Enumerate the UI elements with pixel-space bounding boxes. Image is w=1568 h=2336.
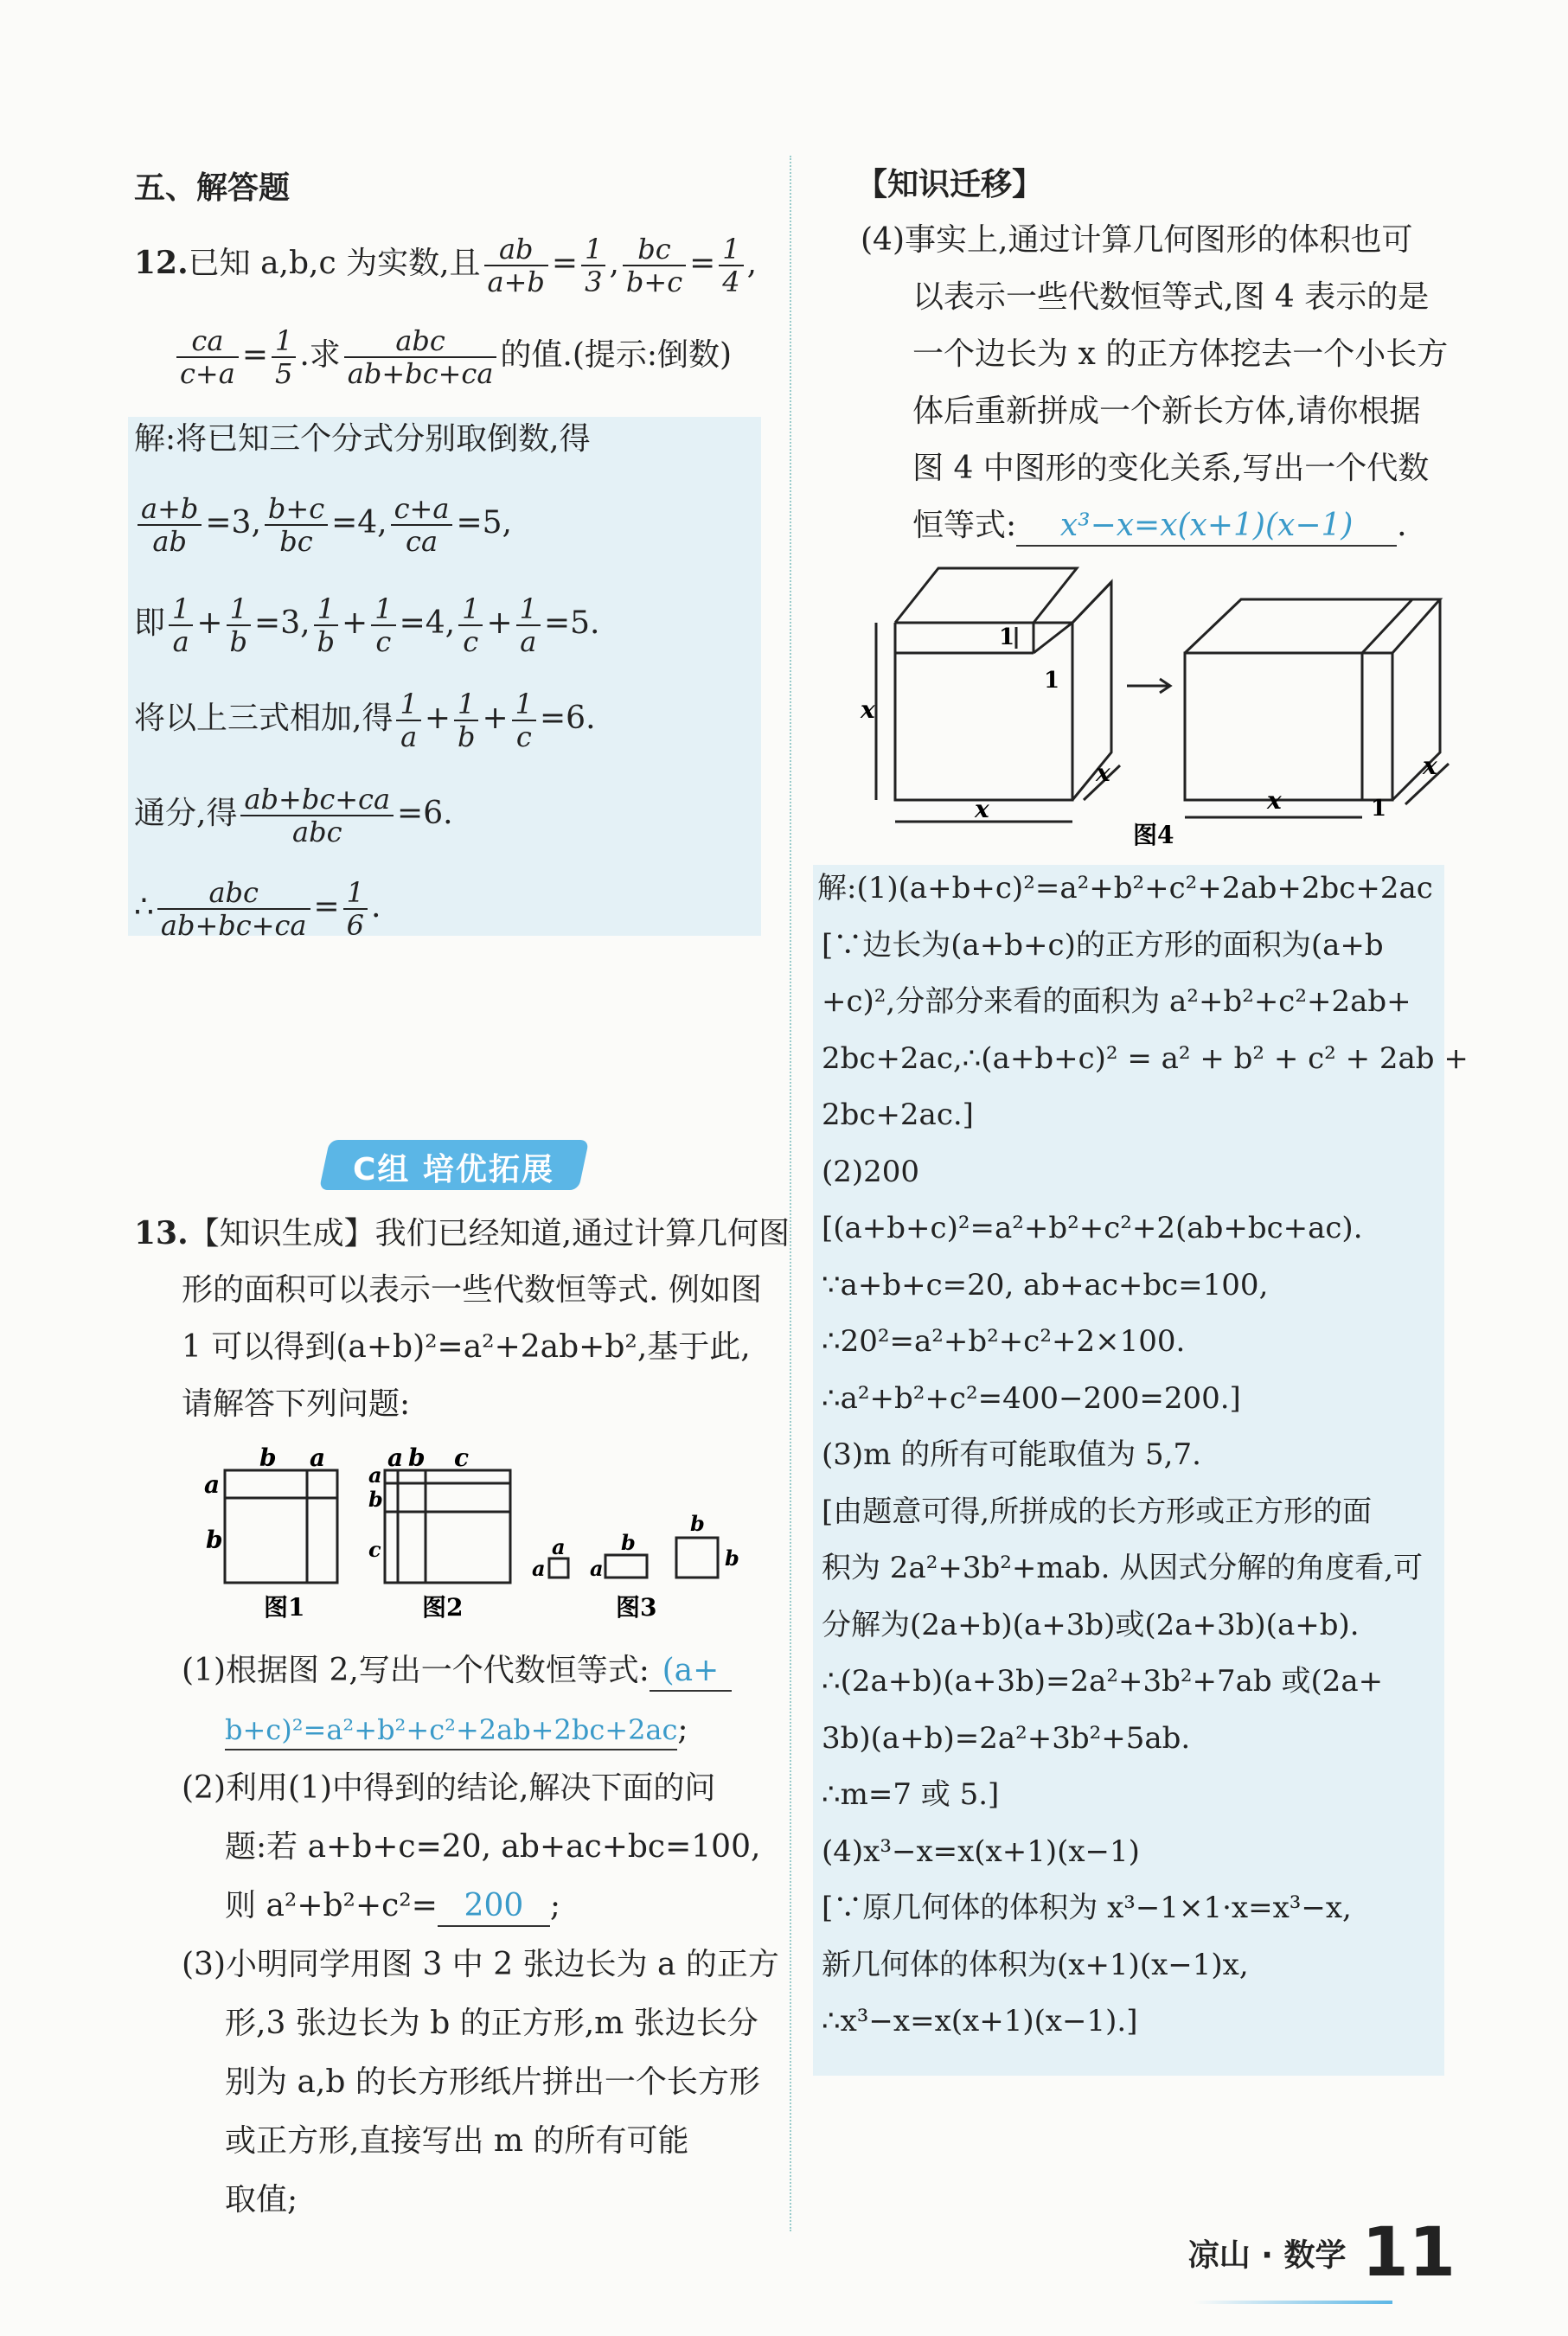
solution-line: [∵边长为(a+b+c)的正方形的面积为(a+b bbox=[822, 927, 1384, 963]
fraction: $\frac{\text{abc}}{ab+bc+ca}$ bbox=[344, 325, 497, 389]
svg-text:a: a bbox=[552, 1534, 566, 1559]
fig2-caption: 图2 bbox=[422, 1593, 464, 1622]
page-footer bbox=[1188, 2214, 1456, 2292]
figure-4 bbox=[852, 558, 1457, 852]
fig1-caption: 图1 bbox=[264, 1593, 305, 1622]
solution-line: +c)²,分部分来看的面积为 a²+b²+c²+2ab+ bbox=[822, 984, 1411, 1019]
svg-text:a: a bbox=[368, 1462, 382, 1488]
q13-part4-line6: 恒等式: x³−x=x(x+1)(x−1) . bbox=[912, 507, 1407, 547]
q13-part4-line2: 以表示一些代数恒等式,图 4 表示的是 bbox=[912, 279, 1430, 315]
solution-line: 3b)(a+b)=2a²+3b²+5ab. bbox=[822, 1720, 1191, 1756]
solution-line: (4)x³−x=x(x+1)(x−1) bbox=[822, 1834, 1140, 1869]
svg-text:b: b bbox=[621, 1530, 636, 1555]
transfer-heading: 【知识迁移】 bbox=[856, 167, 1044, 202]
svg-text:x: x bbox=[975, 795, 989, 823]
solution-line: ∴x³−x=x(x+1)(x−1).] bbox=[822, 2004, 1138, 2038]
section-heading: 五、解答题 bbox=[134, 170, 291, 206]
svg-text:1: 1 bbox=[1371, 796, 1387, 822]
solution-line: 积为 2a²+3b²+mab. 从因式分解的角度看,可 bbox=[822, 1551, 1424, 1585]
q13-line3: 1 可以得到(a+b)²=a²+2ab+b²,基于此, bbox=[182, 1329, 751, 1365]
figures-1-3 bbox=[199, 1444, 770, 1626]
solution-line: [∵原几何体的体积为 x³−1×1·x=x³−x, bbox=[822, 1891, 1352, 1925]
fraction: $\frac{ca}{c+a}$ bbox=[176, 325, 239, 389]
fraction: $\frac{bc}{b+c}$ bbox=[623, 234, 686, 298]
solution-line: 新几何体的体积为(x+1)(x−1)x, bbox=[822, 1947, 1249, 1982]
q13-part4-line1: (4)事实上,通过计算几何图形的体积也可 bbox=[861, 222, 1413, 258]
svg-text:a: a bbox=[310, 1444, 326, 1472]
q13-part1-answer-b: b+c)²=a²+b²+c²+2ab+2bc+2ac bbox=[225, 1711, 677, 1750]
svg-text:x: x bbox=[1423, 752, 1437, 780]
column-divider bbox=[790, 156, 791, 2231]
q12-step-tongfen: 通分,得 $\frac{ab+bc+ca}{\text{abc}}$ =6. bbox=[134, 783, 453, 848]
group-c-banner: C组 培优拓展 bbox=[319, 1140, 589, 1190]
svg-text:a: a bbox=[590, 1556, 604, 1581]
figure-1 bbox=[225, 1470, 337, 1583]
q13-part2-answer: 200 bbox=[438, 1887, 550, 1927]
q13-line4: 请解答下列问题: bbox=[182, 1386, 411, 1422]
svg-text:b: b bbox=[259, 1444, 277, 1472]
page-number: 11 bbox=[1361, 2214, 1456, 2292]
solution-line: ∵a+b+c=20, ab+ac+bc=100, bbox=[822, 1267, 1269, 1302]
q12-stem: 已知 a,b,c 为实数,且 bbox=[188, 246, 481, 281]
solution-line: 分解为(2a+b)(a+3b)或(2a+3b)(a+b). bbox=[822, 1607, 1360, 1642]
q12-line2: $\frac{ca}{c+a}$ = $\frac{1}{5}$ .求 $\frac{\text{abc}}{ab+bc+ca}$ 的值.(提示:倒数) bbox=[173, 325, 732, 389]
solution-line: (2)200 bbox=[822, 1154, 920, 1189]
svg-text:b: b bbox=[206, 1526, 223, 1554]
q12-conclusion: ∴ $\frac{\text{abc}}{ab+bc+ca}$ = $\frac{1}{6}$ . bbox=[134, 876, 381, 942]
q13-part2-line2: 题:若 a+b+c=20, ab+ac+bc=100, bbox=[225, 1829, 761, 1865]
q13-part4-answer: x³−x=x(x+1)(x−1) bbox=[1016, 507, 1397, 547]
svg-text:a: a bbox=[204, 1470, 221, 1499]
q13-part1-answer-a: (a+ bbox=[650, 1652, 732, 1692]
q13-line2: 形的面积可以表示一些代数恒等式. 例如图 bbox=[182, 1272, 762, 1308]
svg-text:x: x bbox=[1267, 786, 1282, 815]
figure-2 bbox=[385, 1470, 510, 1583]
solution-line: 2bc+2ac.] bbox=[822, 1098, 974, 1132]
footer-accent-line bbox=[1194, 2301, 1392, 2304]
subject-label: 凉山 · 数学 bbox=[1187, 2237, 1347, 2274]
q13-part1: (1)根据图 2,写出一个代数恒等式: (a+ bbox=[182, 1652, 732, 1692]
svg-text:a: a bbox=[387, 1444, 404, 1472]
svg-text:c: c bbox=[454, 1444, 470, 1472]
svg-text:b: b bbox=[368, 1487, 383, 1512]
q12-solution-intro: 解:将已知三个分式分别取倒数,得 bbox=[134, 421, 591, 457]
svg-text:1: 1 bbox=[999, 624, 1015, 650]
solution-line: [由题意可得,所拼成的长方形或正方形的面 bbox=[822, 1494, 1373, 1529]
solution-line: ∴(2a+b)(a+3b)=2a²+3b²+7ab 或(2a+ bbox=[822, 1664, 1384, 1699]
solution-line: 解:(1)(a+b+c)²=a²+b²+c²+2ab+2bc+2ac bbox=[817, 871, 1433, 906]
solution-line: ∴m=7 或 5.] bbox=[822, 1777, 1000, 1812]
q12-line1: 12.已知 a,b,c 为实数,且 $\frac{ab}{a+b}$ = $\frac{1}{3}$ , $\frac{bc}{b+c}$ = $\frac{1}{4}$ , bbox=[134, 233, 758, 298]
q13-part3-line3: 别为 a,b 的长方形纸片拼出一个长方形 bbox=[225, 2064, 760, 2100]
q12-number: 12. bbox=[134, 245, 189, 281]
q12-step-reciprocals: $\frac{a+b}{ab}$ =3, $\frac{b+c}{bc}$ =4, $\frac{c+a}{ca}$ =5, bbox=[134, 493, 512, 557]
fraction: $\frac{ab}{a+b}$ bbox=[484, 234, 548, 298]
fraction: $\frac{1}{3}$ bbox=[581, 234, 605, 298]
fig4-caption: 图4 bbox=[1133, 821, 1174, 849]
svg-text:b: b bbox=[690, 1511, 705, 1536]
q13-line1: 13.【知识生成】我们已经知道,通过计算几何图 bbox=[134, 1215, 790, 1251]
q13-part3-line5: 取值; bbox=[225, 2182, 298, 2218]
q13-part2-line1: (2)利用(1)中得到的结论,解决下面的问 bbox=[182, 1770, 716, 1806]
solution-line: (3)m 的所有可能取值为 5,7. bbox=[822, 1437, 1201, 1472]
q13-part2-line3: 则 a²+b²+c²= 200 ; bbox=[225, 1887, 560, 1927]
q13-part4-line3: 一个边长为 x 的正方体挖去一个小长方 bbox=[912, 336, 1449, 372]
solution-line: 2bc+2ac,∴(a+b+c)² = a² + b² + c² + 2ab + bbox=[822, 1040, 1469, 1076]
q13-part3-line2: 形,3 张边长为 b 的正方形,m 张边长分 bbox=[225, 2006, 758, 2041]
solution-line: ∴20²=a²+b²+c²+2×100. bbox=[822, 1324, 1186, 1359]
q13-part3-line4: 或正方形,直接写出 m 的所有可能 bbox=[225, 2123, 689, 2159]
svg-text:x: x bbox=[861, 695, 875, 724]
solution-line: [(a+b+c)²=a²+b²+c²+2(ab+bc+ac). bbox=[822, 1211, 1363, 1245]
fraction: $\frac{1}{4}$ bbox=[719, 234, 743, 298]
svg-text:c: c bbox=[368, 1537, 381, 1562]
fraction: $\frac{1}{5}$ bbox=[272, 325, 296, 389]
svg-text:a: a bbox=[532, 1556, 546, 1581]
fig3-caption: 图3 bbox=[616, 1593, 657, 1622]
svg-text:b: b bbox=[725, 1546, 739, 1571]
q13-part1-cont: b+c)²=a²+b²+c²+2ab+2bc+2ac; bbox=[225, 1711, 688, 1750]
q12-step-add: 将以上三式相加,得 $\frac{1}{a}$ + $\frac{1}{b}$ + $\frac{1}{c}$ =6. bbox=[134, 688, 596, 753]
q13-part3-line1: (3)小明同学用图 3 中 2 张边长为 a 的正方 bbox=[182, 1947, 779, 1982]
q13-part4-line4: 体后重新拼成一个新长方体,请你根据 bbox=[912, 394, 1421, 429]
solution-line: ∴a²+b²+c²=400−200=200.] bbox=[822, 1380, 1241, 1416]
svg-text:b: b bbox=[408, 1444, 426, 1472]
svg-text:1: 1 bbox=[1044, 668, 1060, 694]
svg-text:x: x bbox=[1096, 758, 1110, 787]
q13-part4-line5: 图 4 中图形的变化关系,写出一个代数 bbox=[912, 451, 1430, 486]
q12-step-ji: 即 $\frac{1}{a}$ + $\frac{1}{b}$ =3, $\frac{1}{b}$ + $\frac{1}{c}$ =4, $\frac{1}{c}$ + $\frac{1}{a}$ =5. bbox=[134, 592, 600, 658]
